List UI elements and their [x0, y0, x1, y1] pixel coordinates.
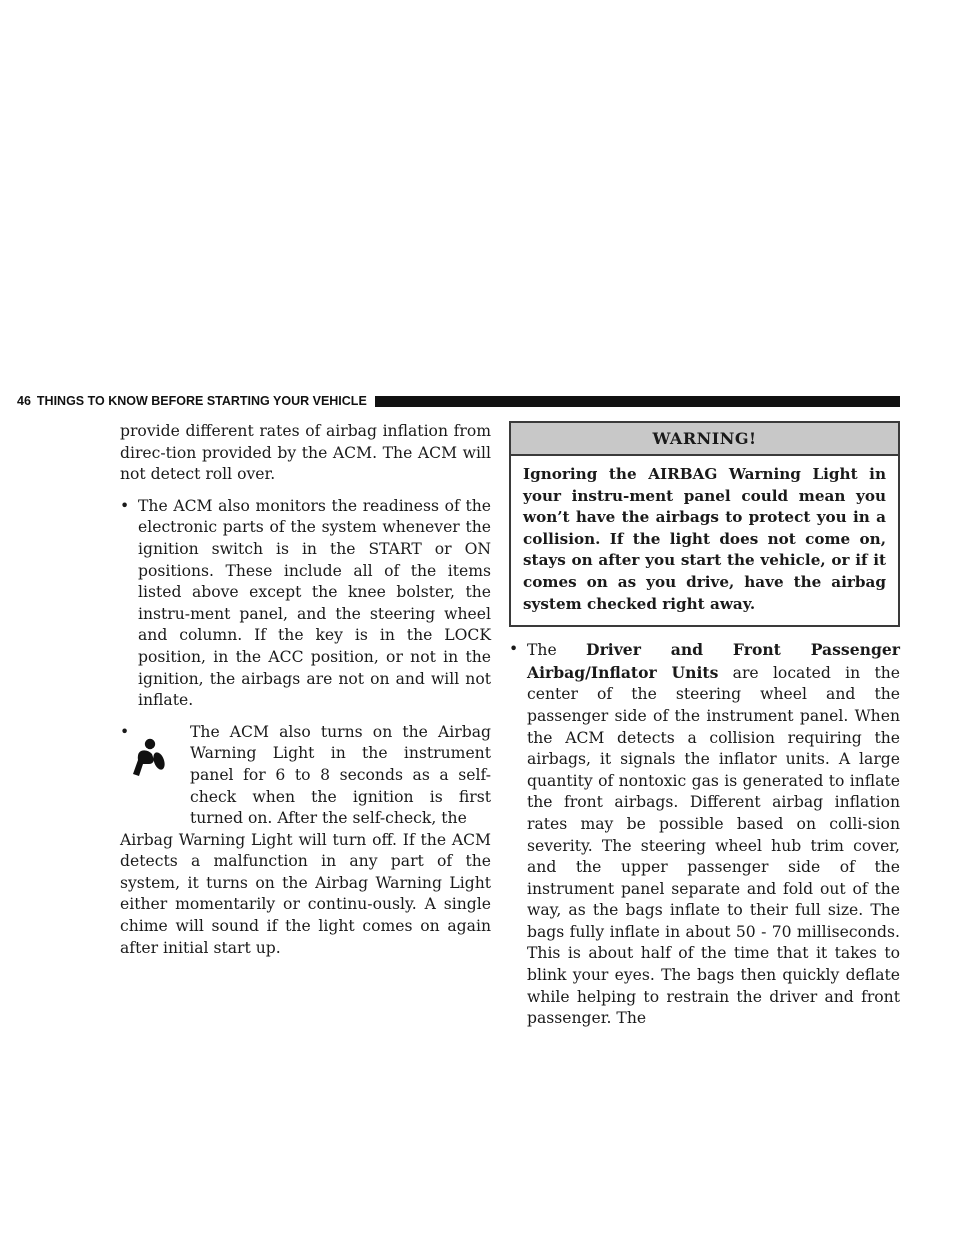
- warning-box: [509, 421, 900, 627]
- bullet-airbag-light: [120, 722, 491, 960]
- header-rule: [375, 396, 900, 407]
- bullet-prefix: The: [527, 641, 587, 660]
- page-header: [0, 392, 900, 410]
- bullet-body: are located in the center of the steering wheel and the passenger side of the instrument panel. When the ACM detects a collision requiring the airbags, it signals the inflator units. A large quantity of nontoxic gas is generated to inflate the front airbags. Different airbag inflation rates may be possible based on colli-sion severity. The steering wheel hub trim cover, and the upper passenger side of the instrument panel separate and fold out of the way, as the bags inflate to their full size. The bags fully inflate in about 50 - 70 milliseconds. This is about half of the time that it takes to blink your eyes. The bags then quickly deflate while helping to restrain the driver and front passenger. The: [527, 663, 900, 1028]
- bullet-inflator-units: [509, 639, 900, 1030]
- bullet-airbag-light-continued: Airbag Warning Light will turn off. If the ACM detects a malfunction in any part of the system, it turns on the Airbag Warning Light either momentarily or continu-ously. A single chime will sound if the light comes on again after initial start up.: [120, 830, 491, 957]
- bullet-airbag-light-lead: • The ACM also turns on the Airbag Warning Light in the instrument panel for 6 to 8 seconds as a self-check when the ignition is first turned on. After the self-check, the: [120, 722, 491, 830]
- warning-text: Ignoring the AIRBAG Warning Light in your instru-ment panel could mean you won’t have the airbags to protect you in a collision. If the light does not come on, stays on after you start the vehicle, or if it comes on as you drive, have the airbag system checked right away.: [523, 465, 886, 613]
- paragraph-continued: provide different rates of airbag inflation from direc-tion provided by the ACM. The ACM will not detect roll over.: [120, 422, 491, 484]
- section-title: THINGS TO KNOW BEFORE STARTING YOUR VEHICLE: [36, 394, 367, 408]
- bullet-acm-monitors: • The ACM also monitors the readiness of the electronic parts of the system whenever the ignition switch is in the START or ON positions. These include all of the items listed above except the knee bolster, the instru-ment panel, and the steering wheel and column. If the key is in the LOCK position, in the ACC position, or not in the ignition, the airbags are not on and will not inflate.: [120, 496, 491, 712]
- page-number: 46: [17, 394, 31, 408]
- warning-title: WARNING!: [511, 423, 898, 456]
- bullet-bold-term: Driver and Front Passenger Airbag/Inflator Units: [527, 640, 900, 682]
- right-column: [509, 421, 900, 1030]
- left-column: [120, 421, 491, 959]
